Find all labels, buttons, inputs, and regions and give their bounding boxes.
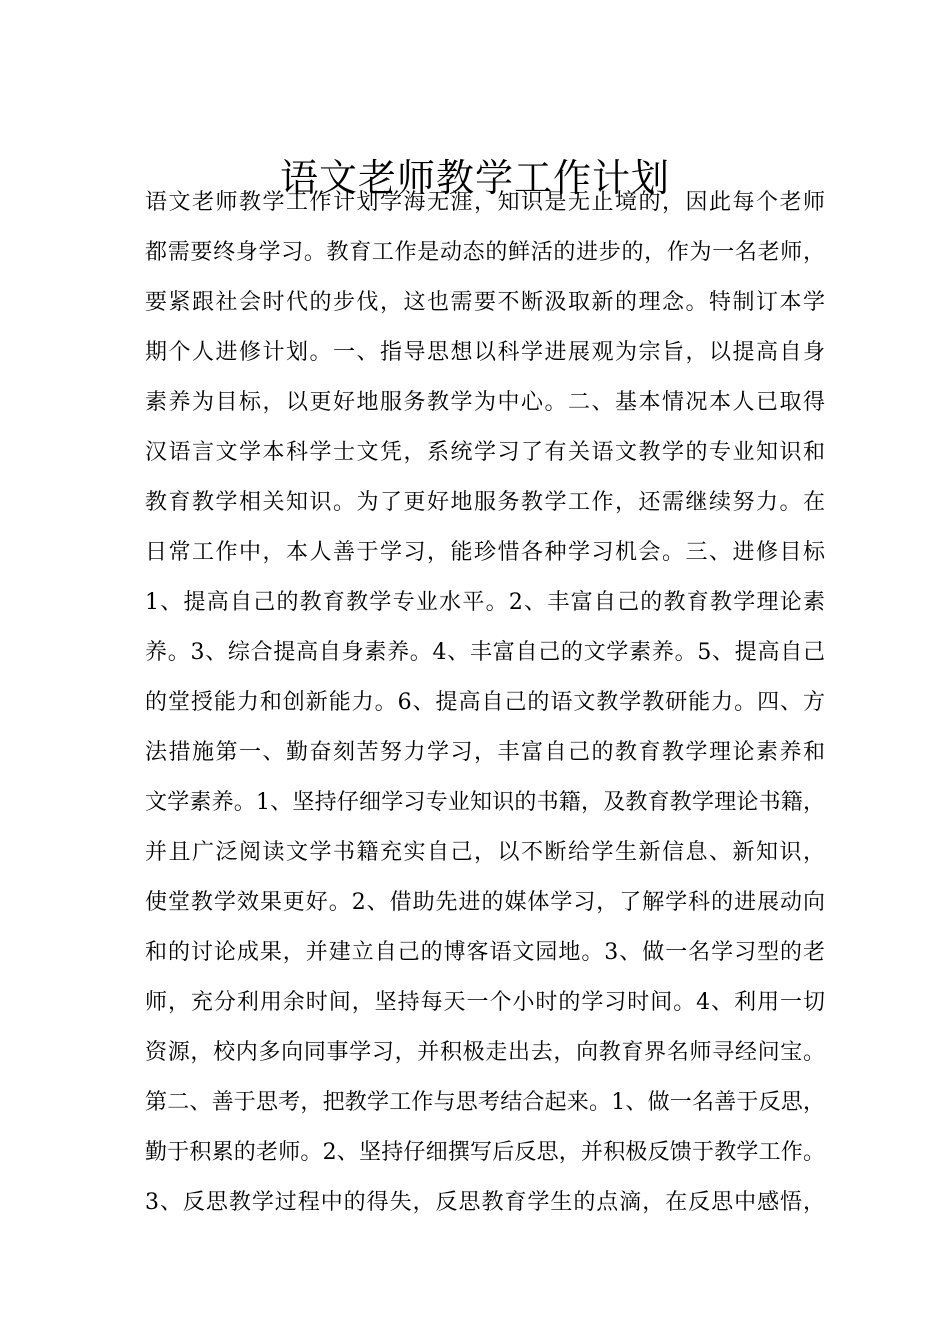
body-line: 使堂教学效果更好。2、借助先进的媒体学习，了解学科的进展动向 xyxy=(145,890,825,915)
body-line: 语文老师教学工作计划学海无涯，知识是无止境的，因此每个老师 xyxy=(145,190,825,215)
body-line: 勤于积累的老师。2、坚持仔细撰写后反思，并积极反馈于教学工作。 xyxy=(145,1140,825,1165)
body-line: 养。3、综合提高自身素养。4、丰富自己的文学素养。5、提高自己 xyxy=(145,640,825,665)
body-line: 都需要终身学习。教育工作是动态的鲜活的进步的，作为一名老师， xyxy=(145,240,825,265)
body-line: 1、提高自己的教育教学专业水平。2、丰富自己的教育教学理论素 xyxy=(145,590,825,615)
body-line: 师，充分利用余时间，坚持每天一个小时的学习时间。4、利用一切 xyxy=(145,990,825,1015)
document-title: 语文老师教学工作计划 xyxy=(279,156,670,201)
body-line: 法措施第一、勤奋刻苦努力学习，丰富自己的教育教学理论素养和 xyxy=(145,740,825,765)
body-line: 并且广泛阅读文学书籍充实自己，以不断给学生新信息、新知识， xyxy=(145,840,825,865)
document-body xyxy=(145,178,825,1228)
body-line: 教育教学相关知识。为了更好地服务教学工作，还需继续努力。在 xyxy=(145,490,825,515)
body-line: 要紧跟社会时代的步伐，这也需要不断汲取新的理念。特制订本学 xyxy=(145,290,825,315)
body-line: 第二、善于思考，把教学工作与思考结合起来。1、做一名善于反思， xyxy=(145,1090,825,1115)
body-line: 文学素养。1、坚持仔细学习专业知识的书籍，及教育教学理论书籍， xyxy=(145,790,825,815)
body-line: 的堂授能力和创新能力。6、提高自己的语文教学教研能力。四、方 xyxy=(145,690,825,715)
body-line: 素养为目标，以更好地服务教学为中心。二、基本情况本人已取得 xyxy=(145,390,825,415)
body-line: 资源，校内多向同事学习，并积极走出去，向教育界名师寻经问宝。 xyxy=(145,1040,825,1065)
body-line: 日常工作中，本人善于学习，能珍惜各种学习机会。三、进修目标 xyxy=(145,540,825,565)
body-line: 和的讨论成果，并建立自己的博客语文园地。3、做一名学习型的老 xyxy=(145,940,825,965)
body-line: 期个人进修计划。一、指导思想以科学进展观为宗旨，以提高自身 xyxy=(145,340,825,365)
body-line: 汉语言文学本科学士文凭，系统学习了有关语文教学的专业知识和 xyxy=(145,440,825,465)
body-line: 3、反思教学过程中的得失，反思教育学生的点滴，在反思中感悟， xyxy=(145,1190,825,1215)
